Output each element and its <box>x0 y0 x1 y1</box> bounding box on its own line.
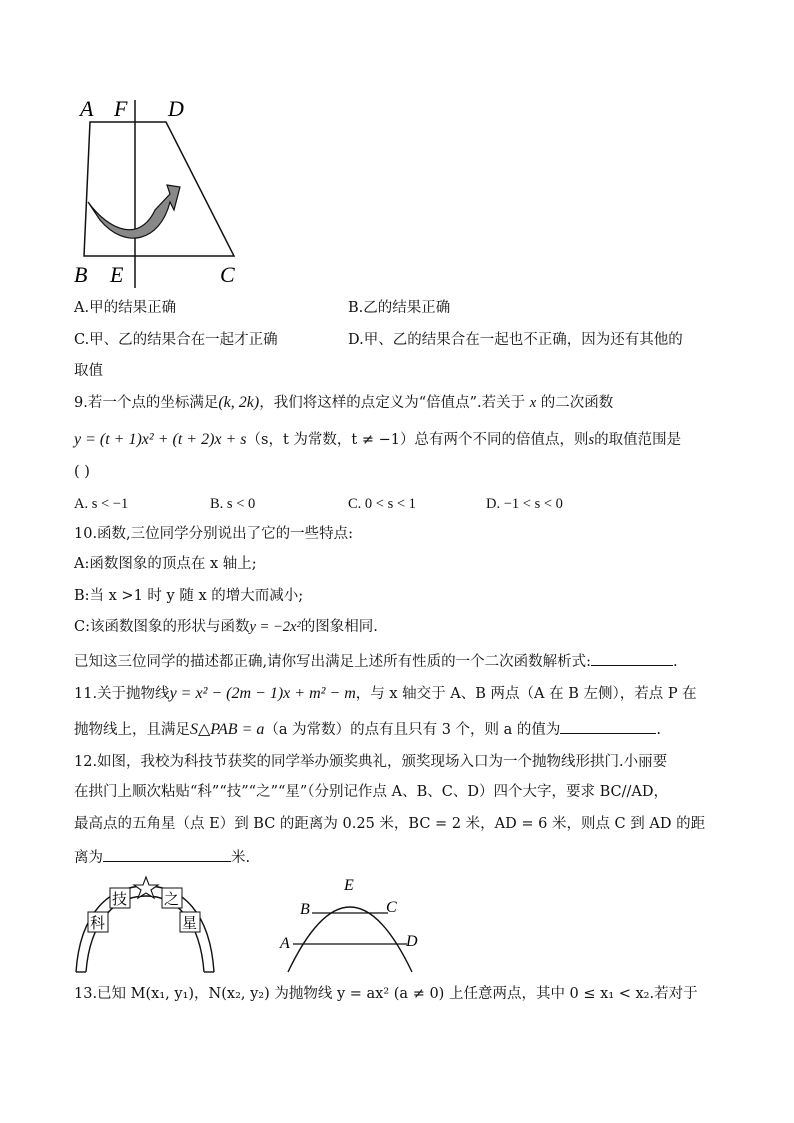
label-F: F <box>114 96 128 121</box>
q10-formula: y = −2x² <box>249 619 301 635</box>
label-E: E <box>110 262 124 287</box>
q10-text: 的图象相同. <box>300 619 378 635</box>
q9-coord: (k, 2k) <box>218 394 260 411</box>
q8-option-d-cont: 取值 <box>74 363 103 379</box>
q10-line5 <box>74 650 678 672</box>
q9-var: x <box>529 395 537 411</box>
q8-option-d: D.甲、乙的结果合在一起也不正确，因为还有其他的 <box>348 332 683 348</box>
trapezoid-figure <box>70 92 250 292</box>
trapezoid-shape <box>84 122 234 256</box>
q9-option-b: B. s < 0 <box>210 496 256 512</box>
q9-text: ，我们将这样的点定义为“倍值点”.若关于 <box>259 395 526 411</box>
label-B: B <box>74 262 88 287</box>
q9-cond: （s，t 为常数，t ≠ −1） <box>246 432 415 448</box>
q9-option-a: A. s < −1 <box>74 496 129 512</box>
q10-text: . <box>673 654 678 670</box>
label-D: D <box>168 96 184 121</box>
q10-line1: 10.函数,三位同学分别说出了它的一些特点: <box>74 526 354 542</box>
q11-formula: S△PAB = a <box>190 721 265 738</box>
q11-formula: y = x² − (2m − 1)x + m² − m <box>169 685 356 702</box>
q12-answer-blank[interactable] <box>103 846 231 862</box>
arch-gate-figure <box>70 872 220 976</box>
q8-option-c: C.甲、乙的结果合在一起才正确 <box>74 332 278 348</box>
q9-formula: y = (t + 1)x² + (t + 2)x + s <box>74 431 247 448</box>
q11-text: . <box>656 722 662 738</box>
arch-inner <box>86 896 204 972</box>
curved-arrow-icon <box>88 185 180 238</box>
q12-text: 米. <box>231 850 251 866</box>
label-A: A <box>80 96 94 121</box>
q10-line4 <box>74 617 378 637</box>
q9-line2 <box>74 430 681 450</box>
q11-answer-blank[interactable] <box>560 718 656 734</box>
q12-line1: 12.如图，我校为科技节获奖的同学举办颁奖典礼，颁奖现场入口为一个抛物线形拱门.小丽要 <box>74 754 668 770</box>
q8-option-b: B.乙的结果正确 <box>348 300 451 316</box>
q12-line4 <box>74 846 250 868</box>
q11-line1 <box>74 684 697 704</box>
parabola-figure <box>272 872 432 976</box>
q9-var: s <box>588 432 595 448</box>
label-C: C <box>220 262 235 287</box>
q11-text: 11.关于抛物线 <box>74 686 170 702</box>
q9-option-d: D. −1 < s < 0 <box>486 496 563 512</box>
q12-line2: 在拱门上顺次粘贴“科”“技”“之”“星”（分别记作点 A、B、C、D）四个大字，要求 BC//AD， <box>74 784 669 800</box>
q10-line3: B:当 x >1 时 y 随 x 的增大而减小; <box>74 588 304 604</box>
q9-text: 的取值范围是 <box>594 432 682 448</box>
parabola-label-D: D <box>406 933 418 950</box>
q9-text: 的二次函数 <box>540 395 614 411</box>
q11-text: ，与 x 轴交于 A、B 两点（A 在 B 左侧），若点 P 在 <box>355 686 697 702</box>
sign-char-ke: 科 <box>90 916 106 932</box>
star-icon <box>134 877 158 898</box>
sign-char-xing: 星 <box>182 916 198 932</box>
parabola-label-E: E <box>344 877 354 894</box>
q8-option-a: A.甲的结果正确 <box>74 300 177 316</box>
q9-option-c: C. 0 < s < 1 <box>348 496 416 512</box>
q9-line1 <box>74 393 613 413</box>
sign-char-zhi: 之 <box>164 892 180 908</box>
parabola-label-C: C <box>386 899 397 916</box>
q12-line3: 最高点的五角星（点 E）到 BC 的距离为 0.25 米，BC = 2 米，AD = 6 米，则点 C 到 AD 的距 <box>74 816 706 832</box>
parabola-label-B: B <box>300 901 310 918</box>
q10-text: C:该函数图象的形状与函数 <box>74 619 250 635</box>
q11-text: （a 为常数）的点有且只有 3 个，则 a 的值为 <box>264 722 561 738</box>
q9-paren: ( ) <box>74 464 90 480</box>
q9-text: 总有两个不同的倍值点，则 <box>414 432 589 448</box>
q12-text: 离为 <box>74 850 103 866</box>
q11-text: 抛物线上，且满足 <box>74 722 190 738</box>
q13-line1: 13.已知 M(x₁, y₁)，N(x₂, y₂) 为抛物线 y = ax² (a ≠ 0) 上任意两点，其中 0 ≤ x₁ < x₂.若对于 <box>74 986 698 1002</box>
q11-line2 <box>74 718 661 740</box>
parabola-label-A: A <box>280 935 290 952</box>
q9-text: 9.若一个点的坐标满足 <box>74 395 219 411</box>
q10-text: 已知这三位同学的描述都正确,请你写出满足上述所有性质的一个二次函数解析式: <box>74 654 591 670</box>
sign-char-ji: 技 <box>112 892 128 908</box>
q10-answer-blank[interactable] <box>591 650 673 666</box>
q10-line2: A:函数图象的顶点在 x 轴上; <box>74 556 257 572</box>
